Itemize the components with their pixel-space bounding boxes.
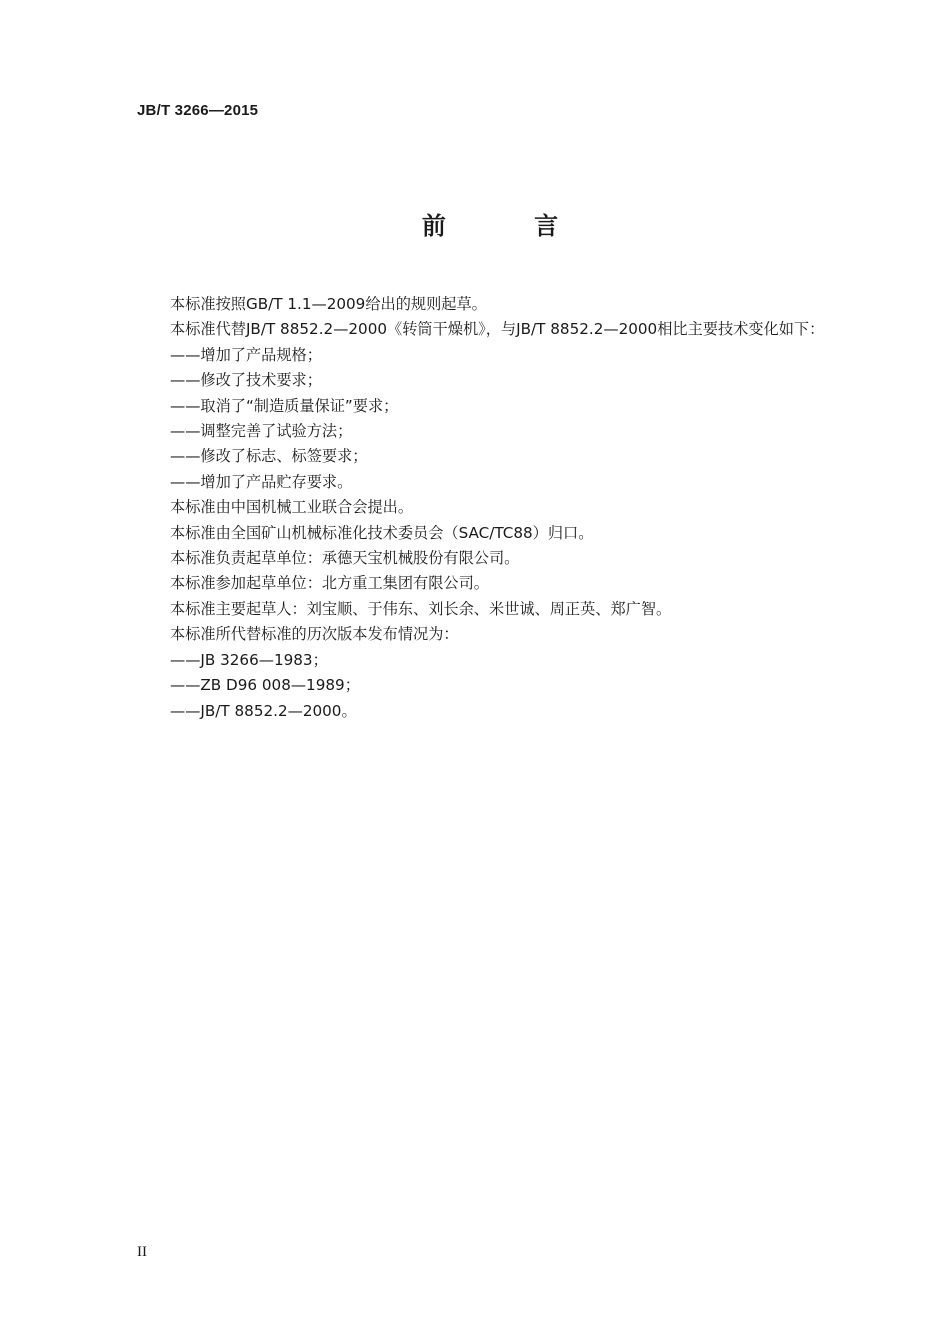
list-item: ——ZB D96 008—1989； <box>170 676 360 695</box>
paragraph: 本标准按照GB/T 1.1—2009给出的规则起草。 <box>170 295 487 313</box>
page-number: II <box>137 1244 147 1260</box>
paragraph: 本标准参加起草单位：北方重工集团有限公司。 <box>170 574 489 593</box>
paragraph: 本标准所代替标准的历次版本发布情况为： <box>170 625 459 644</box>
paragraph: 本标准由中国机械工业联合会提出。 <box>170 498 413 517</box>
paragraph: 本标准代替JB/T 8852.2—2000《转筒干燥机》，与JB/T 8852.2—2000相比主要技术变化如下： <box>170 320 825 339</box>
list-item: ——取消了“制造质量保证”要求； <box>170 396 399 415</box>
list-item: ——修改了标志、标签要求； <box>170 447 368 466</box>
list-item: ——修改了技术要求； <box>170 371 322 390</box>
list-item: ——JB 3266—1983； <box>170 650 328 669</box>
paragraph: 本标准负责起草单位：承德天宝机械股份有限公司。 <box>170 549 520 568</box>
paragraph: 本标准由全国矿山机械标准化技术委员会（SAC/TC88）归口。 <box>170 523 594 542</box>
paragraph: 本标准主要起草人：刘宝顺、于伟东、刘长余、米世诚、周正英、郑广智。 <box>170 599 672 618</box>
list-item: ——调整完善了试验方法； <box>170 422 353 441</box>
standard-code: JB/T 3266—2015 <box>137 102 259 119</box>
list-item: ——增加了产品规格； <box>170 345 322 364</box>
page-title: 前 言 <box>421 212 599 240</box>
foreword-body <box>170 292 870 724</box>
list-item: ——JB/T 8852.2—2000。 <box>170 701 357 720</box>
list-item: ——增加了产品贮存要求。 <box>170 472 353 491</box>
